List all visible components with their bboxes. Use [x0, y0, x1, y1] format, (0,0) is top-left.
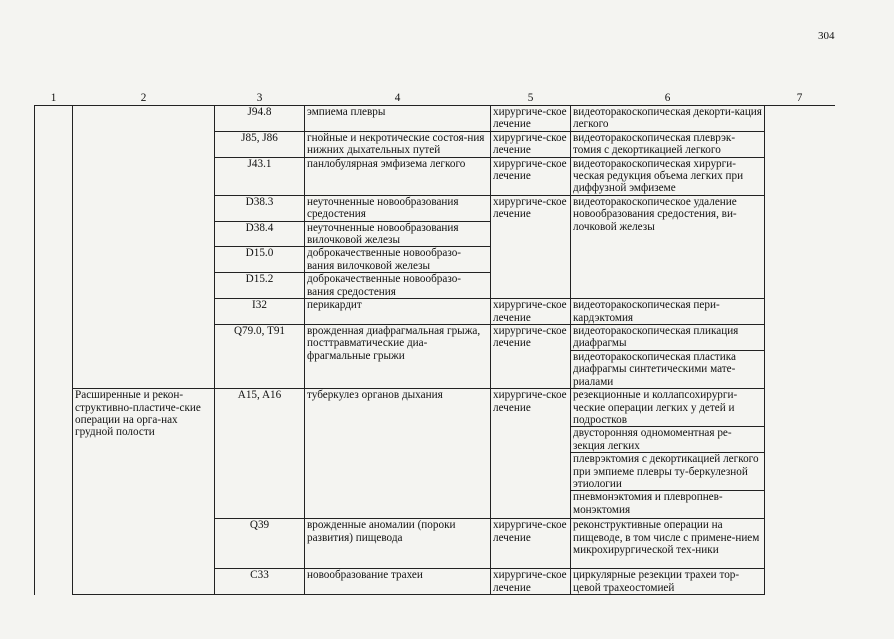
- code-cell: J85, J86: [215, 131, 305, 157]
- method-cell: видеоторакоскопическая плеврэк-томия с декортикацией легкого: [571, 131, 765, 157]
- method-cell: видеоторакоскопическая пери-кардэктомия: [571, 299, 765, 325]
- method-item: видеоторакоскопическая пластика диафрагмы синтетическими мате-риалами: [573, 350, 737, 388]
- header-cell: 1: [35, 93, 73, 106]
- diagnosis-cell: врожденная диафрагмальная грыжа, посттравматические диа-фрагмальные грыжи: [305, 324, 491, 388]
- page-number: 304: [818, 30, 835, 42]
- diagnosis-cell: панлобулярная эмфизема легкого: [305, 157, 491, 195]
- method-item: пневмонэктомия и плевропнев-монэктомия: [573, 491, 723, 516]
- treatment-cell: хирургиче-ское лечение: [491, 389, 571, 519]
- diagnosis-cell: перикардит: [305, 299, 491, 325]
- method-item: двусторонняя одномоментная ре-зекция легких: [571, 427, 764, 453]
- code-cell: D15.0: [215, 247, 305, 273]
- treatment-cell: хирургиче-ское лечение: [491, 131, 571, 157]
- header-cell: 3: [215, 93, 305, 106]
- treatment-cell: хирургиче-ское лечение: [491, 569, 571, 595]
- code-cell: A15, A16: [215, 389, 305, 519]
- treatment-cell: хирургиче-ское лечение: [491, 106, 571, 132]
- code-cell: J94.8: [215, 106, 305, 132]
- treatment-cell: хирургиче-ское лечение: [491, 299, 571, 325]
- code-cell: J43.1: [215, 157, 305, 195]
- header-cell: 7: [765, 93, 835, 106]
- method-item: резекционные и коллапсохирурги-ческие операции легких у детей и подростков: [571, 389, 764, 427]
- code-cell: I32: [215, 299, 305, 325]
- method-cell: видеоторакоскопическая хирурги-ческая редукция объема легких при диффузной эмфиземе: [571, 157, 765, 195]
- diagnosis-cell: неуточненные новообразования вилочковой железы: [305, 221, 491, 247]
- header-cell: 2: [73, 93, 215, 106]
- diagnosis-cell: неуточненные новообразования средостения: [305, 195, 491, 221]
- method-cell: циркулярные резекции трахеи тор-цевой трахеостомией: [571, 569, 765, 595]
- treatment-cell: хирургиче-ское лечение: [491, 195, 571, 298]
- treatment-cell: хирургиче-ское лечение: [491, 324, 571, 388]
- header-cell: 4: [305, 93, 491, 106]
- diagnosis-cell: доброкачественные новообразо-вания средостения: [305, 273, 491, 299]
- diagnosis-cell: новообразование трахеи: [305, 569, 491, 595]
- method-item: видеоторакоскопическая пликация диафрагмы: [571, 325, 764, 351]
- table-row: [35, 389, 835, 519]
- method-cell: [571, 324, 765, 388]
- col1-empty: [35, 106, 73, 595]
- treatment-cell: хирургиче-ское лечение: [491, 157, 571, 195]
- col2-empty: [73, 106, 215, 389]
- col7-empty: [765, 106, 835, 595]
- table-row: [35, 106, 835, 132]
- method-cell: видеоторакоскопическое удаление новообразования средостения, ви-лочковой железы: [571, 195, 765, 298]
- code-cell: Q39: [215, 519, 305, 569]
- method-cell: [571, 389, 765, 519]
- diagnosis-cell: гнойные и некротические состоя-ния нижних дыхательных путей: [305, 131, 491, 157]
- header-cell: 5: [491, 93, 571, 106]
- header-cell: 6: [571, 93, 765, 106]
- code-cell: D15.2: [215, 273, 305, 299]
- code-cell: D38.4: [215, 221, 305, 247]
- diagnosis-cell: эмпиема плевры: [305, 106, 491, 132]
- code-cell: D38.3: [215, 195, 305, 221]
- diagnosis-cell: врожденные аномалии (пороки развития) пищевода: [305, 519, 491, 569]
- diagnosis-cell: туберкулез органов дыхания: [305, 389, 491, 519]
- code-cell: C33: [215, 569, 305, 595]
- method-cell: видеоторакоскопическая декорти-кация легкого: [571, 106, 765, 132]
- procedures-table: [34, 93, 835, 595]
- treatment-cell: хирургиче-ское лечение: [491, 519, 571, 569]
- method-item: плеврэктомия с декортикацией легкого при эмпиеме плевры ту-беркулезной этиологии: [571, 453, 764, 491]
- group-label-cell: Расширенные и рекон-структивно-пластиче-ские операции на орга-нах грудной полости: [73, 389, 215, 595]
- method-cell: реконструктивные операции на пищеводе, в том числе с примене-нием микрохирургической тех-ники: [571, 519, 765, 569]
- header-row: [35, 93, 835, 106]
- code-cell: Q79.0, T91: [215, 324, 305, 388]
- diagnosis-cell: доброкачественные новообразо-вания вилочковой железы: [305, 247, 491, 273]
